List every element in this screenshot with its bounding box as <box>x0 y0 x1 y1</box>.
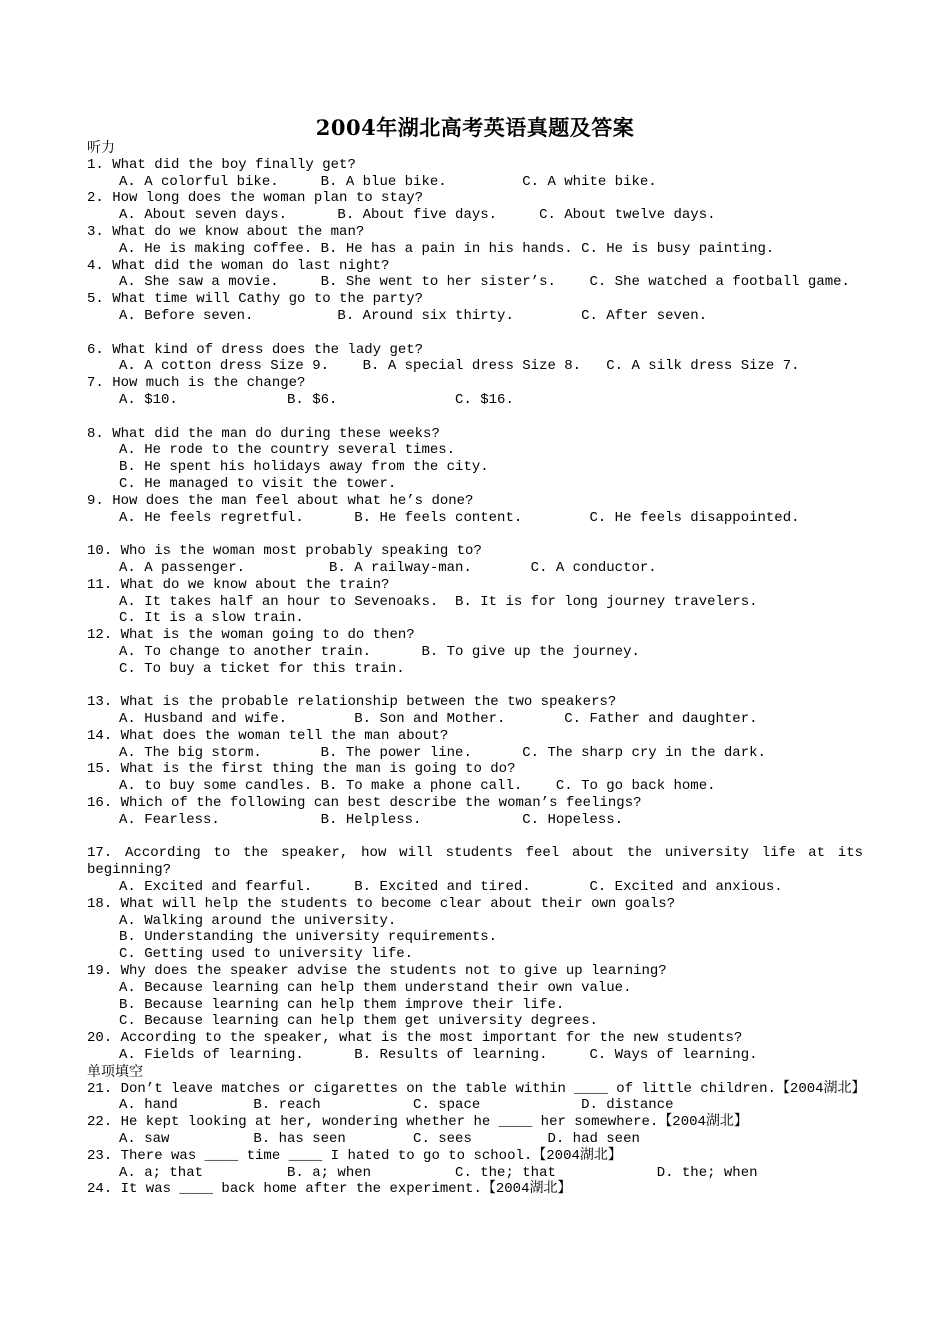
section-heading-listening: 听力 <box>87 140 115 156</box>
question-3: 3. What do we know about the man? <box>87 223 365 240</box>
question-8-option-b: B. He spent his holidays away from the city. <box>119 459 489 476</box>
spacer <box>87 325 863 342</box>
question-9: 9. How does the man feel about what he’s done? <box>87 492 474 509</box>
question-18-option-c: C. Getting used to university life. <box>119 946 414 963</box>
question-6: 6. What kind of dress does the lady get? <box>87 341 424 358</box>
spacer <box>87 678 863 695</box>
question-2-options: A. About seven days. B. About five days. C. About twelve days. <box>119 207 716 224</box>
question-17-options: A. Excited and fearful. B. Excited and tired. C. Excited and anxious. <box>119 879 783 896</box>
question-16-options: A. Fearless. B. Helpless. C. Hopeless. <box>119 811 624 828</box>
question-23: 23. There was ____ time ____ I hated to go to school.【2004湖北】 <box>87 1147 622 1164</box>
question-8: 8. What did the man do during these weeks? <box>87 425 440 442</box>
question-7: 7. How much is the change? <box>87 375 306 392</box>
question-21: 21. Don’t leave matches or cigarettes on the table within ____ of little children.【2004湖北】 <box>87 1080 866 1097</box>
question-13: 13. What is the probable relationship between the two speakers? <box>87 694 617 711</box>
question-23-options: A. a; that B. a; when C. the; that D. the; when <box>119 1164 758 1181</box>
question-24: 24. It was ____ back home after the experiment.【2004湖北】 <box>87 1181 572 1198</box>
question-2: 2. How long does the woman plan to stay? <box>87 190 424 207</box>
question-22: 22. He kept looking at her, wondering whether he ____ her somewhere.【2004湖北】 <box>87 1114 748 1131</box>
question-11-options-ab: A. It takes half an hour to Sevenoaks. B. It is for long journey travelers. <box>119 593 758 610</box>
question-8-option-c: C. He managed to visit the tower. <box>119 475 397 492</box>
question-8-option-a: A. He rode to the country several times. <box>119 442 456 459</box>
question-10: 10. Who is the woman most probably speaking to? <box>87 543 482 560</box>
question-9-options: A. He feels regretful. B. He feels content. C. He feels disappointed. <box>119 509 800 526</box>
question-21-options: A. hand B. reach C. space D. distance <box>119 1097 674 1114</box>
question-19-option-a: A. Because learning can help them understand their own value. <box>119 979 632 996</box>
question-3-options: A. He is making coffee. B. He has a pain in his hands. C. He is busy painting. <box>119 240 775 257</box>
question-13-options: A. Husband and wife. B. Son and Mother. C. Father and daughter. <box>119 711 758 728</box>
question-12: 12. What is the woman going to do then? <box>87 627 415 644</box>
question-17: 17. According to the speaker, how will students feel about the university life at its <box>87 845 863 862</box>
question-7-options: A. $10. B. $6. C. $16. <box>119 391 514 408</box>
question-22-options: A. saw B. has seen C. sees D. had seen <box>119 1131 640 1148</box>
question-1: 1. What did the boy finally get? <box>87 156 356 173</box>
question-14-options: A. The big storm. B. The power line. C. The sharp cry in the dark. <box>119 744 766 761</box>
question-18-option-a: A. Walking around the university. <box>119 912 397 929</box>
question-5: 5. What time will Cathy go to the party? <box>87 291 424 308</box>
question-1-options: A. A colorful bike. B. A blue bike. C. A white bike. <box>119 173 657 190</box>
question-19-option-b: B. Because learning can help them improve their life. <box>119 996 565 1013</box>
question-15: 15. What is the first thing the man is going to do? <box>87 761 516 778</box>
question-19-option-c: C. Because learning can help them get university degrees. <box>119 1013 598 1030</box>
question-18: 18. What will help the students to become clear about their own goals? <box>87 895 676 912</box>
document-title: 2004年湖北高考英语真题及答案 <box>315 115 635 140</box>
question-19: 19. Why does the speaker advise the students not to give up learning? <box>87 963 667 980</box>
question-18-option-b: B. Understanding the university requirements. <box>119 929 498 946</box>
document-body <box>87 140 866 1198</box>
question-10-options: A. A passenger. B. A railway-man. C. A conductor. <box>119 559 657 576</box>
question-17-continued: beginning? <box>87 862 172 879</box>
question-6-options: A. A cotton dress Size 9. B. A special dress Size 8. C. A silk dress Size 7. <box>119 358 800 375</box>
spacer <box>87 829 863 846</box>
question-12-option-c: C. To buy a ticket for this train. <box>119 660 405 677</box>
question-20: 20. According to the speaker, what is the most important for the new students? <box>87 1030 743 1047</box>
spacer <box>87 526 863 543</box>
section-heading-single-choice: 单项填空 <box>87 1063 143 1080</box>
question-4-options: A. She saw a movie. B. She went to her sister’s. C. She watched a football game. <box>119 274 850 291</box>
question-15-options: A. to buy some candles. B. To make a phone call. C. To go back home. <box>119 778 716 795</box>
question-14: 14. What does the woman tell the man about? <box>87 727 449 744</box>
question-5-options: A. Before seven. B. Around six thirty. C. After seven. <box>119 307 708 324</box>
question-4: 4. What did the woman do last night? <box>87 257 390 274</box>
question-11-option-c: C. It is a slow train. <box>119 610 304 627</box>
question-12-options-ab: A. To change to another train. B. To give up the journey. <box>119 643 640 660</box>
question-20-options: A. Fields of learning. B. Results of learning. C. Ways of learning. <box>119 1047 758 1064</box>
spacer <box>87 409 863 426</box>
question-16: 16. Which of the following can best describe the woman’s feelings? <box>87 795 642 812</box>
question-11: 11. What do we know about the train? <box>87 576 390 593</box>
